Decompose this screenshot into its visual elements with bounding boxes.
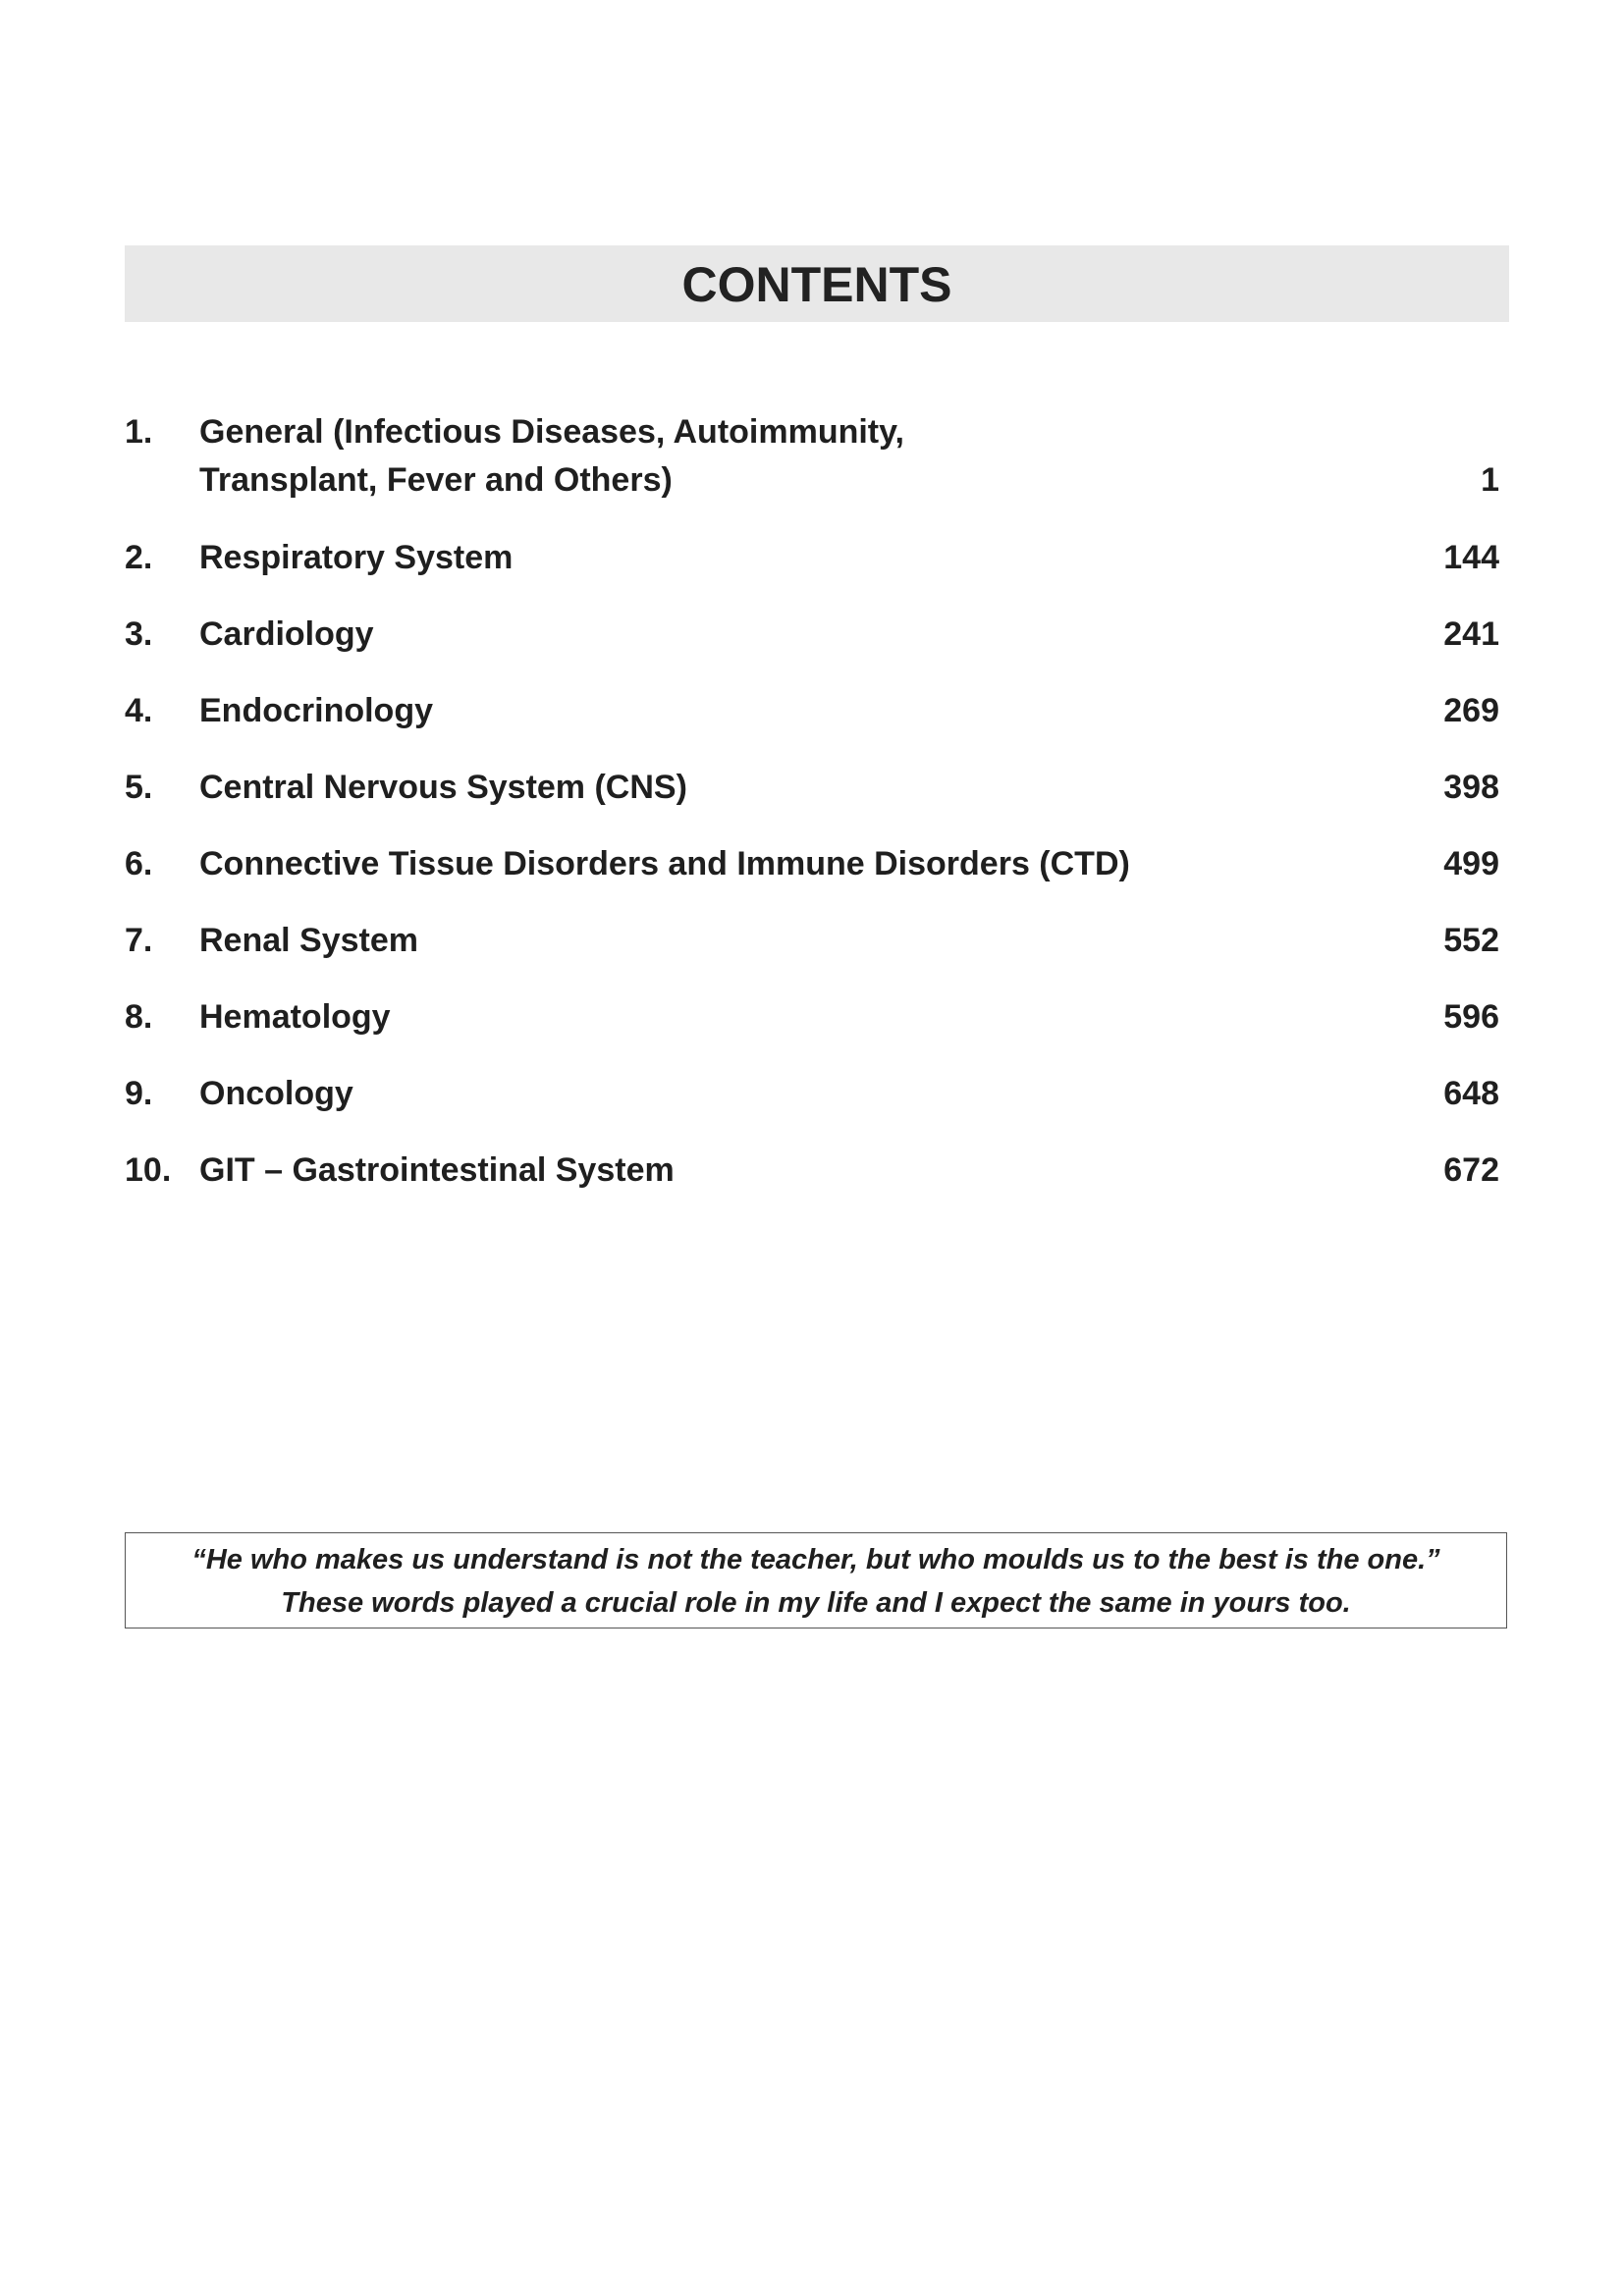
toc-entry-page: 1 xyxy=(1481,461,1499,499)
quote-line: These words played a crucial role in my life and I expect the same in yours too. xyxy=(281,1587,1351,1619)
toc-entry-page: 596 xyxy=(1443,998,1499,1036)
toc-entry-page: 648 xyxy=(1443,1075,1499,1112)
toc-entry-5[interactable] xyxy=(125,764,1499,812)
toc-entry-title-line: GIT – Gastrointestinal System xyxy=(199,1151,675,1189)
toc-entry-2[interactable] xyxy=(125,534,1499,582)
toc-entry-number: 5. xyxy=(125,769,153,806)
toc-entry-title-line: Endocrinology xyxy=(199,692,433,729)
toc-entry-number: 1. xyxy=(125,413,153,451)
toc-entry-number: 9. xyxy=(125,1075,153,1112)
toc-entry-number: 8. xyxy=(125,998,153,1036)
quote-line: “He who makes us understand is not the teacher, but who moulds us to the best is the one.” xyxy=(191,1544,1440,1575)
toc-entry-title-line: Respiratory System xyxy=(199,539,514,576)
toc-entry-page: 144 xyxy=(1443,539,1499,576)
toc-entry-number: 4. xyxy=(125,692,153,729)
toc-entry-number: 2. xyxy=(125,539,153,576)
toc-entry-title-line: Central Nervous System (CNS) xyxy=(199,769,687,806)
toc-entry-9[interactable] xyxy=(125,1070,1499,1118)
toc-entry-title-line: Renal System xyxy=(199,922,418,959)
toc-entry-4[interactable] xyxy=(125,687,1499,735)
toc-entry-page: 499 xyxy=(1443,845,1499,882)
toc-entry-page: 269 xyxy=(1443,692,1499,729)
toc-entry-number: 10. xyxy=(125,1151,172,1189)
toc-entry-page: 241 xyxy=(1443,615,1499,653)
quote-box xyxy=(125,1532,1507,1629)
toc-entry-7[interactable] xyxy=(125,917,1499,965)
toc-entry-number: 6. xyxy=(125,845,153,882)
toc-entry-title-line: Oncology xyxy=(199,1075,353,1112)
table-of-contents xyxy=(125,408,1499,1195)
toc-entry-page: 552 xyxy=(1443,922,1499,959)
toc-entry-title-line: Transplant, Fever and Others) xyxy=(199,461,673,499)
toc-entry-8[interactable] xyxy=(125,993,1499,1041)
toc-entry-1[interactable] xyxy=(125,408,1499,505)
toc-entry-page: 672 xyxy=(1443,1151,1499,1189)
toc-entry-3[interactable] xyxy=(125,611,1499,659)
toc-entry-10[interactable] xyxy=(125,1147,1499,1195)
toc-entry-number: 7. xyxy=(125,922,153,959)
toc-entry-page: 398 xyxy=(1443,769,1499,806)
contents-heading: CONTENTS xyxy=(125,245,1509,322)
toc-entry-number: 3. xyxy=(125,615,153,653)
toc-entry-title-line: Connective Tissue Disorders and Immune Disorders (CTD) xyxy=(199,845,1130,882)
toc-entry-6[interactable] xyxy=(125,840,1499,888)
toc-entry-title-line: Hematology xyxy=(199,998,391,1036)
toc-entry-title-line: Cardiology xyxy=(199,615,374,653)
toc-entry-title-line: General (Infectious Diseases, Autoimmunity, xyxy=(199,413,904,451)
